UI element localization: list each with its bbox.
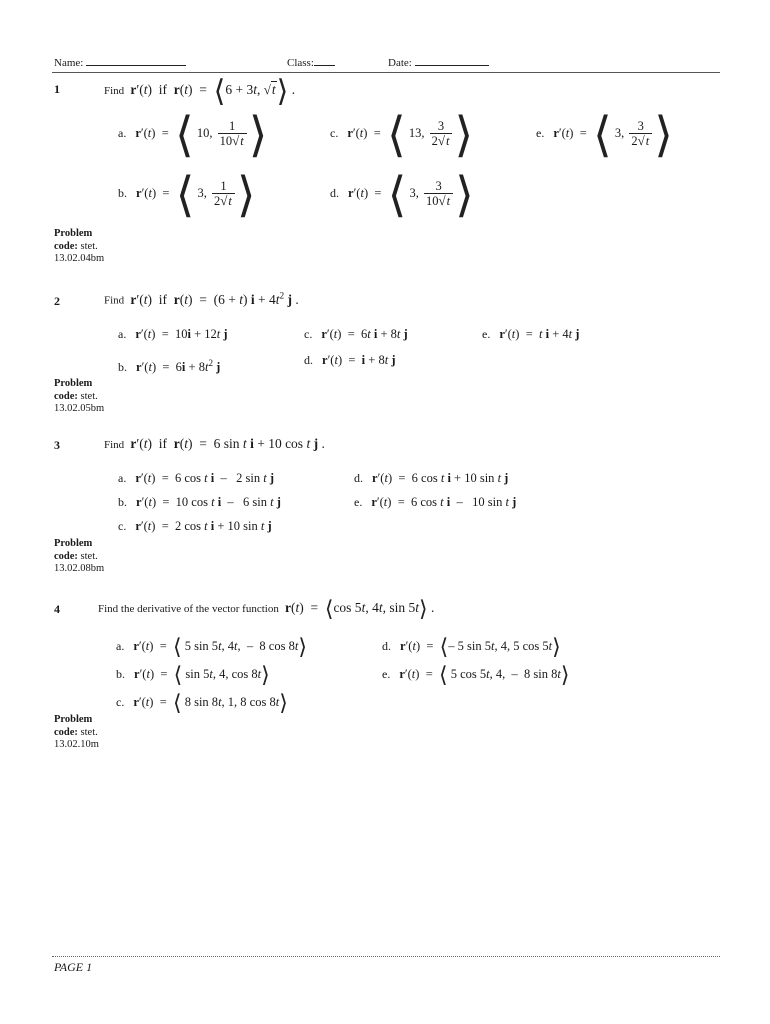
option-d: [304, 353, 396, 368]
option-letter: c.: [116, 695, 125, 709]
class-blank: [314, 55, 335, 66]
option-letter: b.: [116, 667, 125, 681]
problem-statement: [98, 598, 434, 620]
math-expression: r′(t) = ⟨ 10, $\frac{1}{10√t}$ ⟩: [135, 109, 268, 162]
option-letter: a.: [118, 471, 127, 485]
option-letter: d.: [330, 186, 339, 200]
find-label: Find the derivative of the vector function: [98, 603, 279, 615]
option-a: [118, 471, 274, 486]
problem-statement: [104, 290, 299, 308]
option-c: [304, 327, 408, 342]
code-prefix: code:: [54, 550, 78, 562]
option-letter: a.: [118, 126, 127, 140]
option-letter: e.: [382, 667, 391, 681]
name-blank: [86, 55, 186, 66]
option-letter: d.: [382, 639, 391, 653]
code-id: 13.02.04bm: [54, 253, 105, 264]
code-prefix: code:: [54, 390, 78, 402]
problem-code: [54, 378, 104, 416]
option-letter: b.: [118, 360, 127, 375]
code-value: stet.: [80, 240, 98, 252]
code-prefix: code:: [54, 726, 78, 738]
problem-statement: [104, 436, 325, 452]
problem-code-label: Problem: [54, 228, 93, 239]
option-letter: e.: [354, 495, 363, 509]
footer-rule: [52, 956, 720, 957]
option-letter: c.: [118, 519, 127, 533]
option-d: [330, 169, 474, 222]
find-label: Find: [104, 85, 125, 97]
math-expression: r(t) = ⟨cos 5t, 4t, sin 5t⟩ .: [284, 596, 435, 621]
option-e: [536, 109, 673, 162]
option-c: [118, 519, 272, 534]
option-letter: e.: [536, 126, 545, 140]
math-expression: r′(t) = ⟨ sin 5t, 4, cos 8t⟩: [134, 662, 270, 687]
code-value: stet.: [80, 726, 98, 738]
math-expression: r′(t) = ⟨ 3, $\frac{3}{10√t}$ ⟩: [348, 169, 474, 222]
class-label: Class:: [287, 57, 314, 69]
problem-number: 3: [54, 438, 60, 452]
math-expression: r′(t) = 6t i + 8t j: [321, 327, 408, 341]
option-a: [116, 636, 307, 658]
math-expression: r′(t) = 6 cos t i – 10 sin t j: [371, 495, 517, 509]
date-blank: [415, 55, 489, 66]
option-e: [482, 327, 579, 342]
code-id: 13.02.08bm: [54, 563, 105, 574]
class-field: [287, 55, 335, 69]
math-expression: r′(t) = 10i + 12t j: [135, 327, 228, 341]
name-field: [54, 55, 186, 69]
option-letter: d.: [354, 471, 363, 485]
option-e: [354, 495, 516, 510]
option-e: [382, 664, 569, 686]
math-expression: r′(t) = ⟨– 5 sin 5t, 4, 5 cos 5t⟩: [400, 634, 561, 659]
math-expression: r′(t) = ⟨ 3, $\frac{3}{2√t}$ ⟩: [553, 109, 673, 162]
math-expression: r′(t) = t i + 4t j: [499, 327, 580, 341]
code-value: stet.: [80, 390, 98, 402]
math-expression: $r'(t) = 6i + 8t^2$ j: [136, 358, 221, 375]
option-letter: c.: [330, 126, 339, 140]
math-expression: r′(t) = 6 cos t i – 2 sin t j: [135, 471, 274, 485]
option-b: [118, 169, 256, 222]
problem-code-label: Problem: [54, 378, 93, 389]
code-value: stet.: [80, 550, 98, 562]
math-expression: r′(t) = 2 cos t i + 10 sin t j: [135, 519, 272, 533]
option-letter: e.: [482, 327, 491, 341]
option-a: [118, 327, 228, 342]
math-expression: r′(t) = ⟨ 13, $\frac{3}{2√t}$ ⟩: [347, 109, 474, 162]
option-b: [118, 358, 220, 375]
option-letter: d.: [304, 353, 313, 367]
find-label: Find: [104, 294, 125, 307]
option-c: [116, 692, 288, 714]
header-rule: [52, 72, 720, 73]
math-expression: r′(t) = 6 cos t i + 10 sin t j: [372, 471, 509, 485]
math-expression: r′(t) if r(t) = ⟨6 + 3t, √t⟩ .: [130, 75, 296, 108]
date-label: Date:: [388, 57, 412, 69]
option-letter: b.: [118, 495, 127, 509]
option-a: [118, 109, 268, 162]
option-letter: b.: [118, 186, 127, 200]
problem-statement: [104, 77, 295, 107]
option-b: [116, 664, 270, 686]
option-letter: c.: [304, 327, 313, 341]
option-d: [382, 636, 561, 658]
math-expression: r′(t) if r(t) = 6 sin t i + 10 cos t j .: [130, 436, 325, 451]
problem-code-label: Problem: [54, 714, 93, 725]
option-letter: a.: [116, 639, 125, 653]
name-label: Name:: [54, 57, 84, 69]
option-letter: a.: [118, 327, 127, 341]
option-c: [330, 109, 474, 162]
page-number: PAGE 1: [54, 960, 93, 974]
math-expression: r′(t) if r(t) = (6 + t) $i + 4t^2$ j .: [130, 290, 299, 307]
option-d: [354, 471, 508, 486]
find-label: Find: [104, 439, 125, 451]
code-id: 13.02.10m: [54, 739, 99, 750]
problem-code: [54, 228, 104, 266]
problem-number: 4: [54, 602, 60, 616]
math-expression: r′(t) = ⟨ 5 sin 5t, 4t, – 8 cos 8t⟩: [133, 634, 307, 659]
problem-code: [54, 714, 99, 752]
code-id: 13.02.05bm: [54, 403, 105, 414]
problem-number: 1: [54, 82, 60, 96]
problem-number: 2: [54, 294, 60, 308]
math-expression: r′(t) = ⟨ 3, $\frac{1}{2√t}$ ⟩: [136, 169, 256, 222]
problem-code: [54, 538, 104, 576]
problem-code-label: Problem: [54, 538, 93, 549]
math-expression: r′(t) = i + 8t j: [322, 353, 396, 367]
code-prefix: code:: [54, 240, 78, 252]
math-expression: r′(t) = 10 cos t i – 6 sin t j: [136, 495, 281, 509]
math-expression: r′(t) = ⟨ 5 cos 5t, 4, – 8 sin 8t⟩: [399, 662, 570, 687]
math-expression: r′(t) = ⟨ 8 sin 8t, 1, 8 cos 8t⟩: [133, 690, 288, 715]
option-b: [118, 495, 281, 510]
date-field: [388, 55, 489, 69]
